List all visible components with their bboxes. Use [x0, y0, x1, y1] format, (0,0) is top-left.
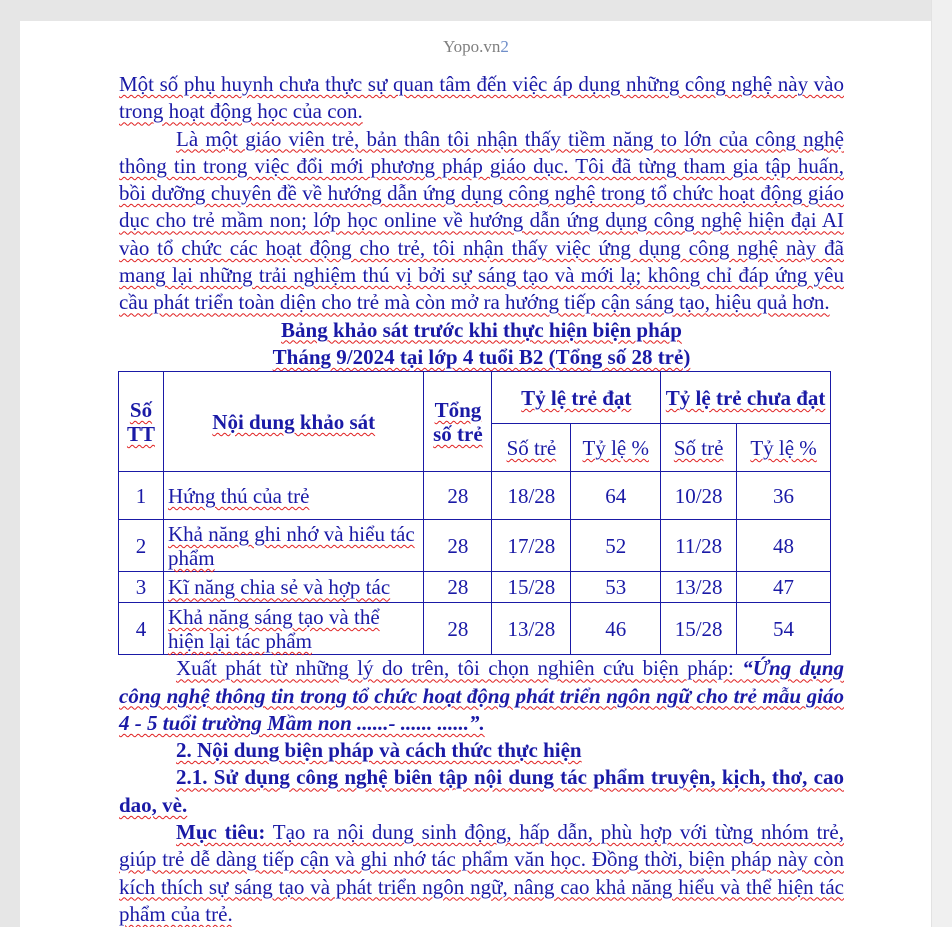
cell-ach-pct: 46 — [571, 603, 661, 655]
page-header — [20, 37, 932, 57]
document-body — [119, 71, 844, 927]
cell-not-count: 13/28 — [661, 572, 737, 603]
table-row — [119, 572, 831, 603]
header-page-number: 2 — [500, 37, 509, 56]
survey-table — [118, 371, 831, 655]
paragraph-3-lead: Xuất phát từ những lý do trên, tôi chọn nghiên cứu biện pháp: — [176, 656, 743, 681]
col-header-no: Số TT — [119, 372, 164, 472]
header-site: Yopo.vn — [443, 37, 501, 56]
sub-header-count: Số trẻ — [492, 424, 571, 472]
cell-not-count: 10/28 — [661, 472, 737, 520]
table-row — [119, 603, 831, 655]
cell-not-pct: 48 — [737, 520, 831, 572]
col-header-total: Tổng số trẻ — [424, 372, 492, 472]
sub-header-count: Số trẻ — [661, 424, 737, 472]
table-title-1: Bảng khảo sát trước khi thực hiện biện pháp — [281, 317, 682, 342]
cell-content: Khả năng sáng tạo và thể hiện lại tác phẩm — [163, 603, 423, 655]
cell-not-count: 11/28 — [661, 520, 737, 572]
cell-no: 4 — [119, 603, 164, 655]
cell-ach-count: 15/28 — [492, 572, 571, 603]
cell-content: Hứng thú của trẻ — [163, 472, 423, 520]
paragraph-1: Một số phụ huynh chưa thực sự quan tâm đến việc áp dụng những công nghệ này vào trong hoạt động học của con. — [119, 72, 844, 124]
cell-total: 28 — [424, 520, 492, 572]
cell-not-pct: 54 — [737, 603, 831, 655]
cell-not-count: 15/28 — [661, 603, 737, 655]
sub-header-percent: Tỷ lệ % — [571, 424, 661, 472]
document-page — [20, 21, 932, 927]
cell-no: 3 — [119, 572, 164, 603]
cell-not-pct: 47 — [737, 572, 831, 603]
cell-ach-pct: 64 — [571, 472, 661, 520]
paragraph-2: Là một giáo viên trẻ, bản thân tôi nhận thấy tiềm năng to lớn của công nghệ thông tin trong việc đổi mới phương pháp giáo dục. Tôi đã từng tham gia tập huấn, bồi dưỡng chuyên đề về hướng dẫn ứng dụng công nghệ trong tổ chức hoạt động giáo dục cho trẻ mầm non; lớp học online về hướng dẫn ứng dụng công nghệ hiện đại AI vào tổ chức các hoạt động cho trẻ, tôi nhận thấy việc ứng dụng công nghệ này đã mang lại những trải nghiệm thú vị bởi sự sáng tạo và mới lạ; không chỉ đáp ứng yêu cầu phát triển toàn diện cho trẻ mà còn mở ra hướng tiếp cận sáng tạo, hiệu quả hơn. — [119, 126, 844, 315]
group-header-not-achieved: Tỷ lệ trẻ chưa đạt — [661, 372, 831, 424]
cell-total: 28 — [424, 603, 492, 655]
cell-ach-count: 17/28 — [492, 520, 571, 572]
cell-total: 28 — [424, 472, 492, 520]
cell-ach-pct: 52 — [571, 520, 661, 572]
col-header-content: Nội dung khảo sát — [163, 372, 423, 472]
cell-total: 28 — [424, 572, 492, 603]
table-title-2: Tháng 9/2024 tại lớp 4 tuổi B2 (Tổng số 28 trẻ) — [272, 344, 691, 369]
paragraph-goal — [119, 819, 844, 927]
cell-no: 1 — [119, 472, 164, 520]
group-header-achieved: Tỷ lệ trẻ đạt — [492, 372, 661, 424]
cell-content: Kĩ năng chia sẻ và hợp tác — [163, 572, 423, 603]
sub-header-percent: Tỷ lệ % — [737, 424, 831, 472]
cell-ach-count: 18/28 — [492, 472, 571, 520]
research-topic: “Ứng dụng công nghệ thông tin trong tổ chức hoạt động phát triển ngôn ngữ cho trẻ mẫu giáo 4 - 5 tuổi trường Mầm non ......- ...... ......”. — [119, 656, 845, 735]
heading-2-1: 2.1. Sử dụng công nghệ biên tập nội dung tác phẩm truyện, kịch, thơ, cao dao, vè. — [119, 765, 844, 817]
cell-no: 2 — [119, 520, 164, 572]
goal-text: Tạo ra nội dung sinh động, hấp dẫn, phù hợp với từng nhóm trẻ, giúp trẻ dễ dàng tiếp cận và ghi nhớ tác phẩm văn học. Đồng thời, biện pháp này còn kích thích sự sáng tạo và phát triển ngôn ngữ, nâng cao khả năng hiểu và thể hiện tác phẩm của trẻ. — [119, 820, 844, 926]
cell-content: Khả năng ghi nhớ và hiểu tác phẩm — [163, 520, 423, 572]
cell-not-pct: 36 — [737, 472, 831, 520]
heading-2: 2. Nội dung biện pháp và cách thức thực hiện — [176, 738, 582, 763]
vertical-scrollbar[interactable] — [931, 0, 952, 927]
table-row — [119, 472, 831, 520]
goal-label: Mục tiêu: — [176, 820, 266, 845]
table-row — [119, 520, 831, 572]
paragraph-3 — [119, 655, 844, 737]
cell-ach-pct: 53 — [571, 572, 661, 603]
cell-ach-count: 13/28 — [492, 603, 571, 655]
